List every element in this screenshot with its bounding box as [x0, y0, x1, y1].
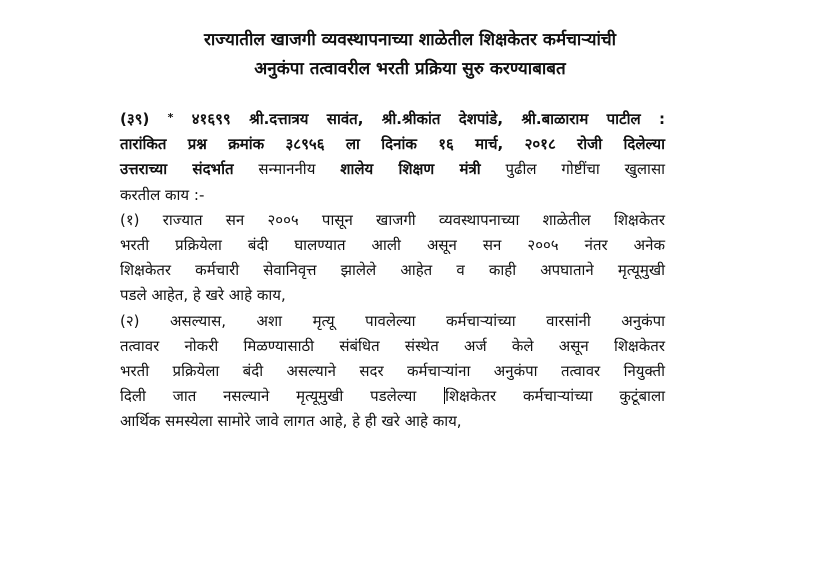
point-2-line-4-end: शिक्षकेतर कर्मचाऱ्यांच्या कुटूंबाला	[445, 387, 665, 406]
question-reference-end: करतील काय :-	[120, 185, 205, 204]
point-2-line-1: (२) असल्यास, अशा मृत्यू पावलेल्या कर्मचाऱ्यांच्या वारसांनी अनुकंपा	[120, 311, 665, 330]
reference-answer-text: उत्तराच्या संदर्भात	[120, 160, 234, 179]
point-2-line-4-start: दिली जात नसल्याने मृत्यूमुखी पडलेल्या	[120, 387, 417, 406]
honorific-text: सन्माननीय	[258, 160, 316, 179]
document-title-line-1: राज्यातील खाजगी व्यवस्थापनाच्या शाळेतील शिक्षकेतर कर्मचाऱ्यांची	[203, 30, 617, 50]
question-number: ४१६९९	[191, 110, 231, 128]
question-members: श्री.दत्तात्रय सावंत, श्री.श्रीकांत देशपांडे, श्री.बाळाराम पाटील :	[249, 110, 665, 128]
clarification-text: पुढील गोष्टींचा खुलासा	[505, 160, 665, 179]
minister-name: शालेय शिक्षण मंत्री	[340, 160, 481, 179]
point-2-line-2: तत्वावर नोकरी मिळण्यासाठी संबंधित संस्थेत अर्ज केले असून शिक्षकेतर	[120, 336, 665, 355]
point-2-line-4	[120, 384, 665, 409]
question-serial: (३९)	[120, 110, 150, 128]
question-reference-continuation	[120, 157, 665, 182]
question-body	[120, 107, 665, 434]
question-reference-line: तारांकित प्रश्न क्रमांक ३८९५६ ला दिनांक १६ मार्च, २०१८ रोजी दिलेल्या	[120, 135, 665, 154]
point-1-line-1: (१) राज्यात सन २००५ पासून खाजगी व्यवस्थापनाच्या शाळेतील शिक्षकेतर	[120, 210, 665, 229]
point-2-line-3: भरती प्रक्रियेला बंदी असल्याने सदर कर्मचाऱ्यांना अनुकंपा तत्वावर नियुक्ती	[120, 361, 665, 380]
point-1-line-2: भरती प्रक्रियेला बंदी घालण्यात आली असून सन २००५ नंतर अनेक	[120, 235, 665, 254]
question-header-line	[120, 107, 665, 132]
point-1-line-3: शिक्षकेतर कर्मचारी सेवानिवृत्त झालेले आहेत व काही अपघाताने मृत्यूमुखी	[120, 261, 665, 280]
document-title-line-2: अनुकंपा तत्वावरील भरती प्रक्रिया सुरु करण्याबाबत	[254, 59, 566, 79]
starred-mark: *	[167, 111, 174, 124]
point-1-line-4: पडले आहेत, हे खरे आहे काय,	[120, 286, 286, 305]
point-2-line-5: आर्थिक समस्येला सामोरे जावे लागत आहे, हे ही खरे आहे काय,	[120, 412, 462, 431]
